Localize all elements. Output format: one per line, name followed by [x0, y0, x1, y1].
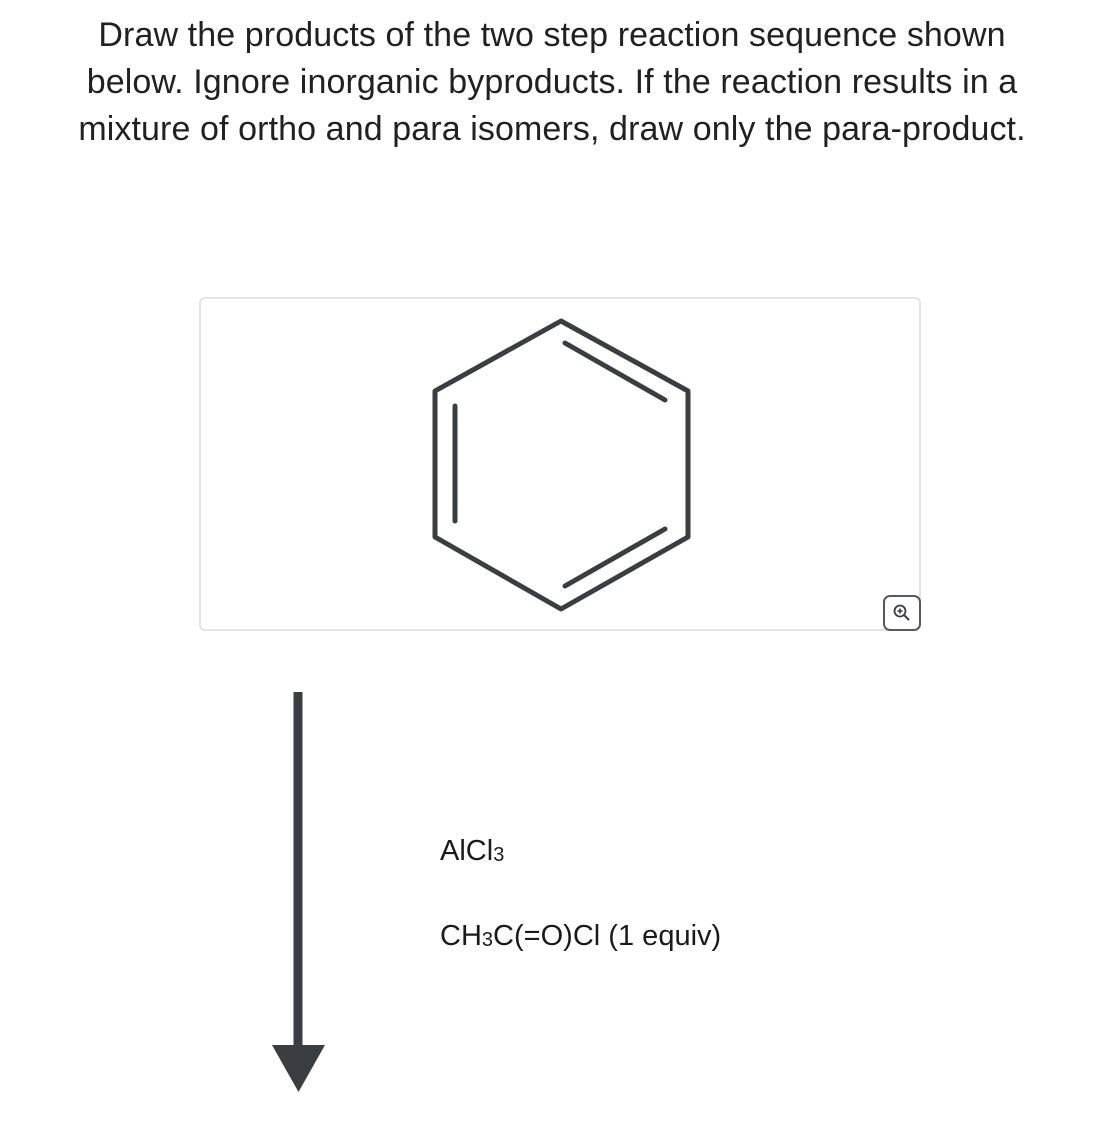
benzene-structure: [201, 299, 919, 629]
question-line: below. Ignore inorganic byproducts. If the reaction results in a: [86, 63, 1018, 101]
reagent-acyl-chloride: CH3C(=O)Cl (1 equiv): [440, 920, 722, 952]
question-text: [20, 12, 1084, 153]
zoom-in-icon: [892, 603, 912, 623]
reagent-lewis-acid: AlCl3: [440, 835, 505, 867]
arrow-head: [272, 1045, 325, 1092]
reaction-arrow: [270, 690, 330, 1094]
question-line: mixture of ortho and para isomers, draw only the para-product.: [78, 110, 1026, 148]
question-line: Draw the products of the two step reaction sequence shown: [98, 16, 1006, 54]
zoom-button[interactable]: [883, 595, 921, 631]
benzene-ring: [435, 321, 688, 609]
starting-material-card: [199, 297, 921, 631]
